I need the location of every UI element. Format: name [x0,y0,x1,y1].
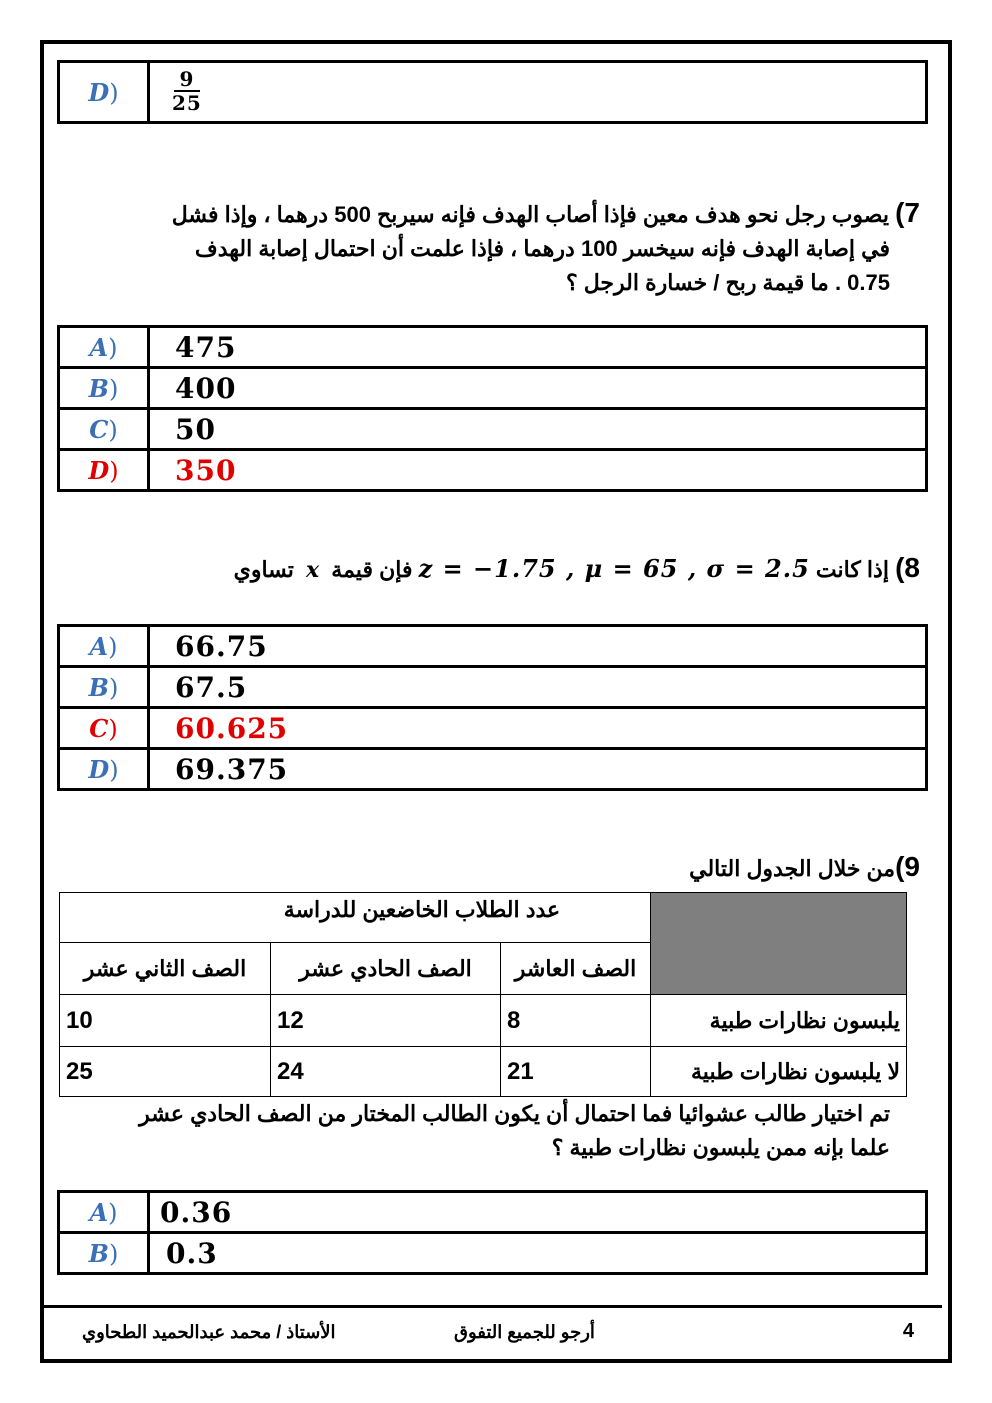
option-value: 0.36 [149,1192,927,1233]
option-row [59,749,927,790]
footer-wish: أرجو للجميع التفوق [454,1322,595,1342]
q8-text-if: إذا كانت [815,557,889,582]
footer-teacher: الأستاذ / محمد عبدالحميد الطحاوي [82,1322,336,1342]
q7-line3: 0.75 . ما قيمة ربح / خسارة الرجل ؟ [565,270,890,295]
option-row-correct [59,450,927,491]
option-row [59,327,927,368]
q9-text [60,1097,890,1165]
table-group-header: عدد الطلاب الخاضعين للدراسة [60,893,651,943]
q9-options-table [57,1190,928,1275]
table-cell: 21 [501,1047,651,1097]
option-label: A) [59,327,149,368]
option-label: B) [59,667,149,708]
table-column-header: الصف الحادي عشر [271,943,501,995]
option-value: 66.75 [149,626,927,667]
option-row [59,62,927,123]
q7-options-table [57,325,928,492]
option-label: D) [59,450,149,491]
option-label: C) [59,409,149,450]
option-value: 69.375 [149,749,927,790]
option-value: 60.625 [149,708,927,749]
q9-line1: تم اختيار طالب عشوائيا فما احتمال أن يكون الطالب المختار من الصف الحادي عشر [139,1101,890,1126]
table-row-label: يلبسون نظارات طبية [651,995,907,1047]
q9-intro [520,850,920,886]
fraction [172,68,202,114]
option-label: A) [59,626,149,667]
table-corner-cell [651,893,907,995]
page-footer [44,1305,942,1354]
q8-text [60,550,920,588]
table-cell: 25 [60,1047,271,1097]
q7-text [60,196,920,300]
option-label: B) [59,368,149,409]
page-number: 4 [902,1320,914,1342]
q9-data-table [59,892,907,1097]
q8-text-value: فإن قيمة [331,557,413,582]
table-row-label: لا يلبسون نظارات طبية [651,1047,907,1097]
option-row-correct [59,708,927,749]
q9-intro-text: من خلال الجدول التالي [689,856,896,881]
q9-line2: علما بإنه ممن يلبسون نظارات طبية ؟ [551,1135,890,1160]
fraction-denominator: 25 [172,90,202,115]
option-label: D) [59,749,149,790]
option-label: B) [59,1233,149,1274]
option-row [59,667,927,708]
fraction-numerator: 9 [179,66,195,91]
table-row [60,1047,907,1097]
option-value: 67.5 [149,667,927,708]
q8-options-table [57,624,928,791]
q7-line1: يصوب رجل نحو هدف معين فإذا أصاب الهدف فإنه سيربح 500 درهما ، وإذا فشل [171,202,889,227]
option-value: 400 [149,368,927,409]
question-number: 9) [895,851,920,882]
q8-variable: x [306,557,320,583]
table-cell: 10 [60,995,271,1047]
option-row [59,1233,927,1274]
table-cell: 12 [271,995,501,1047]
table-cell: 8 [501,995,651,1047]
option-label: D) [59,62,149,123]
option-label: C) [59,708,149,749]
option-label: A) [59,1192,149,1233]
option-value: 0.3 [149,1233,927,1274]
option-row [59,368,927,409]
question-number: 8) [895,552,920,583]
option-row [59,1192,927,1233]
q6-options-table [57,60,928,124]
q8-text-equals: تساوي [233,557,294,582]
option-row [59,409,927,450]
question-number: 7) [895,197,920,228]
q8-math: z = −1.75 , μ = 65 , σ = 2.5 [418,554,810,583]
q7-line2: في إصابة الهدف فإنه سيخسر 100 درهما ، فإذا علمت أن احتمال إصابة الهدف [194,236,890,261]
option-value [149,62,927,123]
option-row [59,626,927,667]
table-column-header: الصف العاشر [501,943,651,995]
option-value: 350 [149,450,927,491]
option-value: 50 [149,409,927,450]
option-value: 475 [149,327,927,368]
table-column-header: الصف الثاني عشر [60,943,271,995]
table-row [60,995,907,1047]
table-cell: 24 [271,1047,501,1097]
